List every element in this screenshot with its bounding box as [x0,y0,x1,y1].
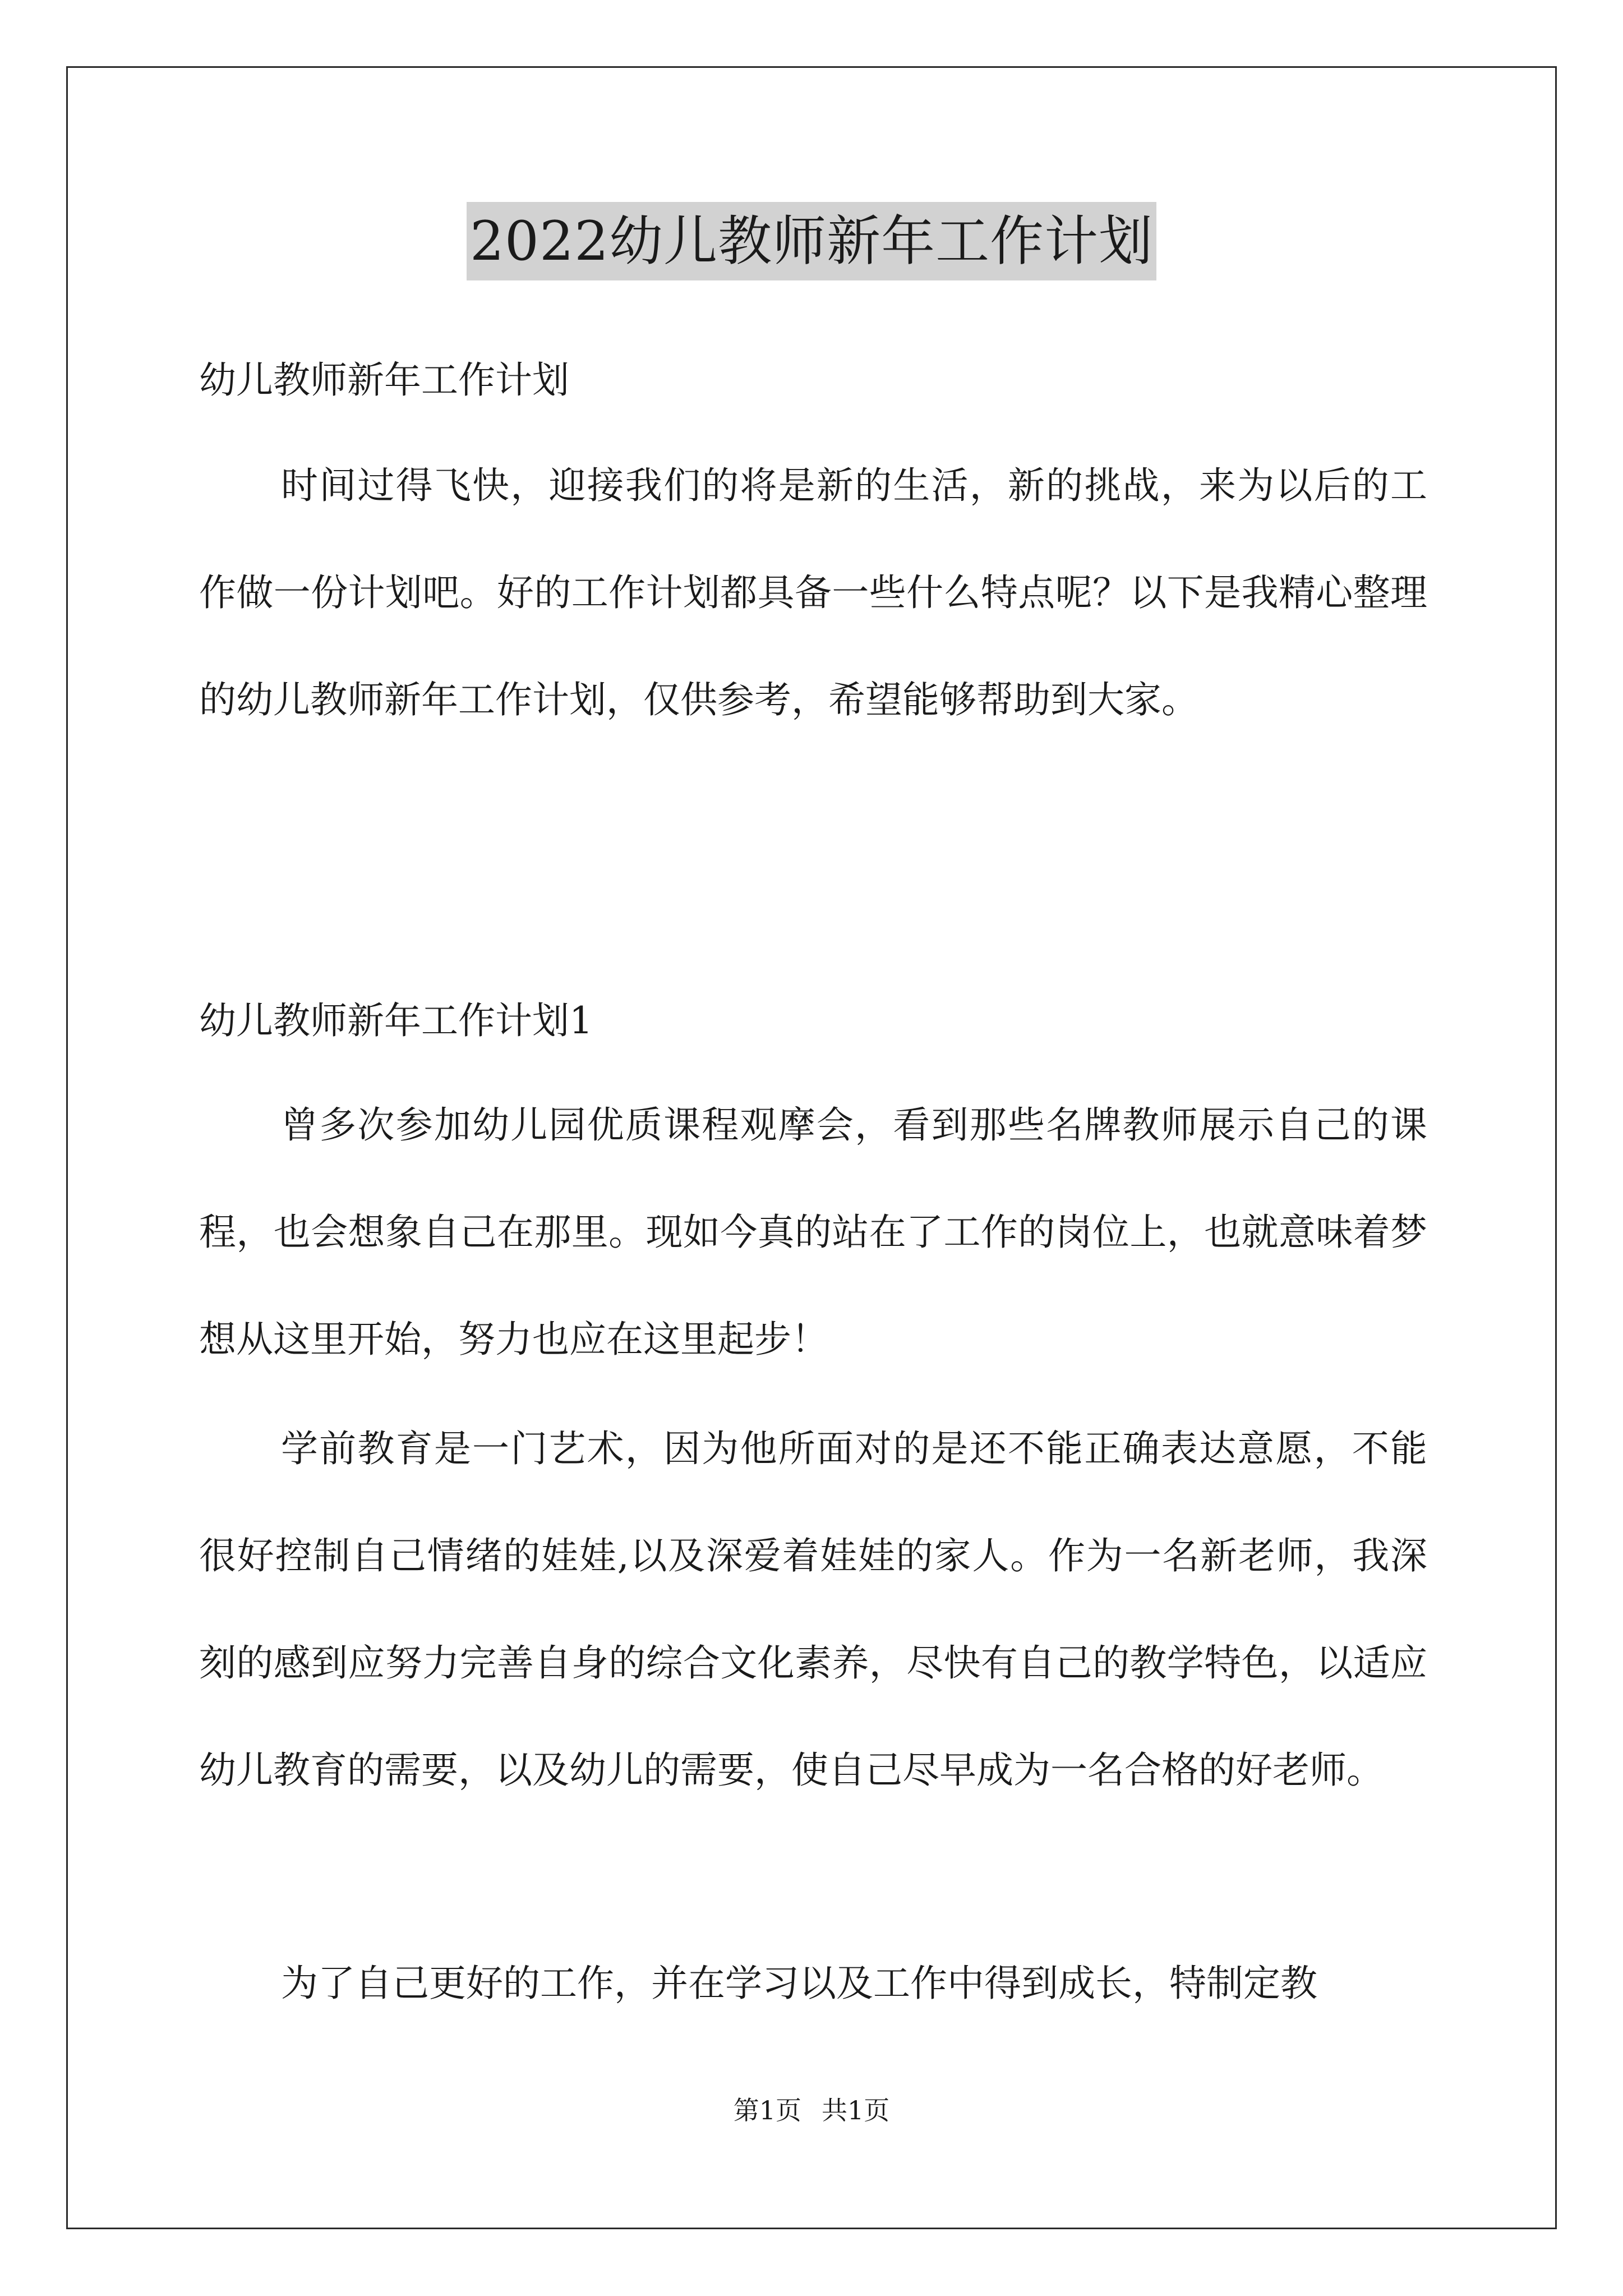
title-container [0,202,1623,280]
body-paragraph: 曾多次参加幼儿园优质课程观摩会，看到那些名牌教师展示自己的课程，也会想象自己在那里。现如今真的站在了工作的岗位上，也就意味着梦想从这里开始，努力也应在这里起步！ [199,1103,1427,1361]
page-number-current: 第1页 [733,2095,801,2125]
document-subtitle: 幼儿教师新年工作计划 [199,358,569,402]
page-number-total: 共1页 [822,2095,890,2125]
body-paragraph: 学前教育是一门艺术，因为他所面对的是还不能正确表达意愿，不能很好控制自己情绪的娃娃,以及深爱着娃娃的家人。作为一名新老师，我深刻的感到应努力完善自身的综合文化素养，尽快有自己的教学特色，以适应幼儿教育的需要，以及幼儿的需要，使自己尽早成为一名合格的好老师。 [199,1427,1427,1792]
page-footer [0,2093,1623,2127]
document-title: 2022幼儿教师新年工作计划 [467,202,1156,280]
section-heading-1: 幼儿教师新年工作计划1 [199,999,593,1042]
intro-paragraph: 时间过得飞快，迎接我们的将是新的生活，新的挑战，来为以后的工作做一份计划吧。好的工作计划都具备一些什么特点呢？以下是我精心整理的幼儿教师新年工作计划，仅供参考，希望能够帮助到大家。 [199,464,1427,721]
body-paragraph: 为了自己更好的工作，并在学习以及工作中得到成长，特制定教 [281,1962,1317,2005]
